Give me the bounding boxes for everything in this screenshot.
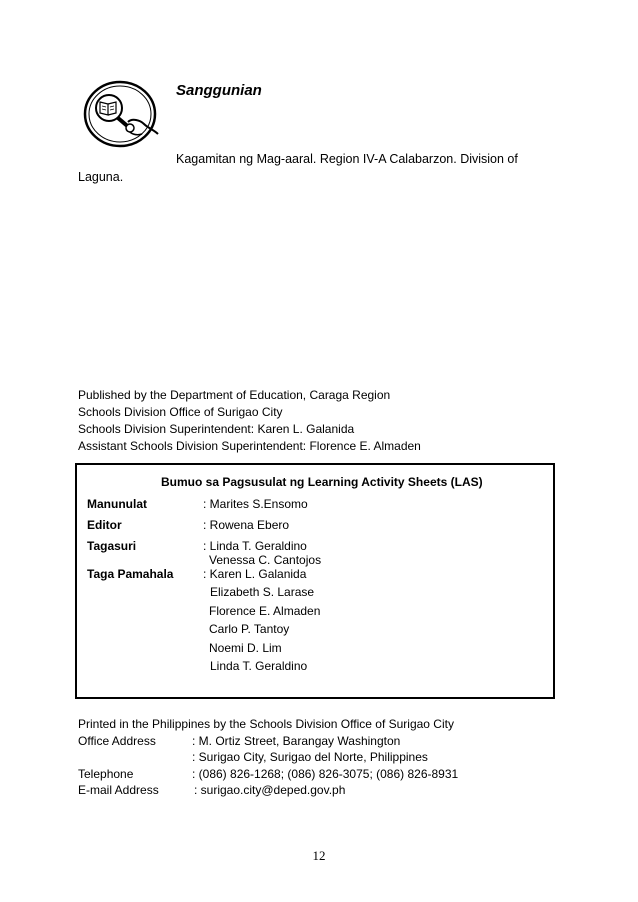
footer-printed: Printed in the Philippines by the Schools Division Office of Surigao City bbox=[78, 717, 454, 731]
publication-line: Published by the Department of Education, Caraga Region bbox=[78, 388, 391, 402]
footer-value: : Surigao City, Surigao del Norte, Philippines bbox=[192, 750, 428, 764]
footer-label: Telephone bbox=[78, 766, 134, 781]
footer-label: Office Address bbox=[78, 733, 156, 748]
credits-value: Noemi D. Lim bbox=[209, 641, 282, 655]
footer-info bbox=[78, 716, 459, 799]
credits-label: Manunulat bbox=[87, 497, 147, 511]
credits-box bbox=[75, 463, 555, 699]
credits-label: Tagasuri bbox=[87, 539, 137, 553]
publication-line: Schools Division Office of Surigao City bbox=[78, 405, 283, 419]
credits-value: Elizabeth S. Larase bbox=[210, 585, 315, 599]
credits-value: : Rowena Ebero bbox=[203, 518, 290, 532]
credits-value: : Marites S.Ensomo bbox=[203, 497, 308, 511]
credits-value: Linda T. Geraldino bbox=[210, 659, 308, 673]
credits-value: Florence E. Almaden bbox=[209, 604, 321, 618]
footer-email-row bbox=[78, 782, 454, 799]
page-number: 12 bbox=[312, 848, 326, 863]
book-magnifier-icon bbox=[82, 78, 162, 148]
footer-label: E-mail Address bbox=[78, 783, 159, 797]
credits-value: : Linda T. Geraldino bbox=[203, 539, 307, 553]
footer-telephone-row bbox=[78, 766, 459, 783]
credits-label: Taga Pamahala bbox=[87, 567, 174, 581]
footer-office-row bbox=[78, 733, 454, 750]
section-heading: Sanggunian bbox=[176, 82, 262, 99]
publication-line: Assistant Schools Division Superintendent: Florence E. Almaden bbox=[78, 439, 421, 453]
publication-info bbox=[78, 387, 421, 455]
credits-value: : Karen L. Galanida bbox=[203, 567, 307, 581]
footer-value: : surigao.city@deped.gov.ph bbox=[194, 783, 346, 797]
reference-line-1: Kagamitan ng Mag-aaral. Region IV-A Calabarzon. Division of bbox=[176, 152, 518, 166]
credits-label: Editor bbox=[87, 518, 122, 532]
reference-line-2: Laguna. bbox=[78, 170, 124, 184]
credits-value: Venessa C. Cantojos bbox=[209, 553, 322, 567]
footer-value: : (086) 826-1268; (086) 826-3075; (086) 826-8931 bbox=[192, 766, 459, 781]
credits-value: Carlo P. Tantoy bbox=[209, 622, 290, 636]
footer-office-row-2 bbox=[78, 749, 454, 766]
publication-line: Schools Division Superintendent: Karen L. Galanida bbox=[78, 422, 355, 436]
footer-value: : M. Ortiz Street, Barangay Washington bbox=[192, 733, 401, 748]
credits-title: Bumuo sa Pagsusulat ng Learning Activity Sheets (LAS) bbox=[161, 475, 483, 489]
